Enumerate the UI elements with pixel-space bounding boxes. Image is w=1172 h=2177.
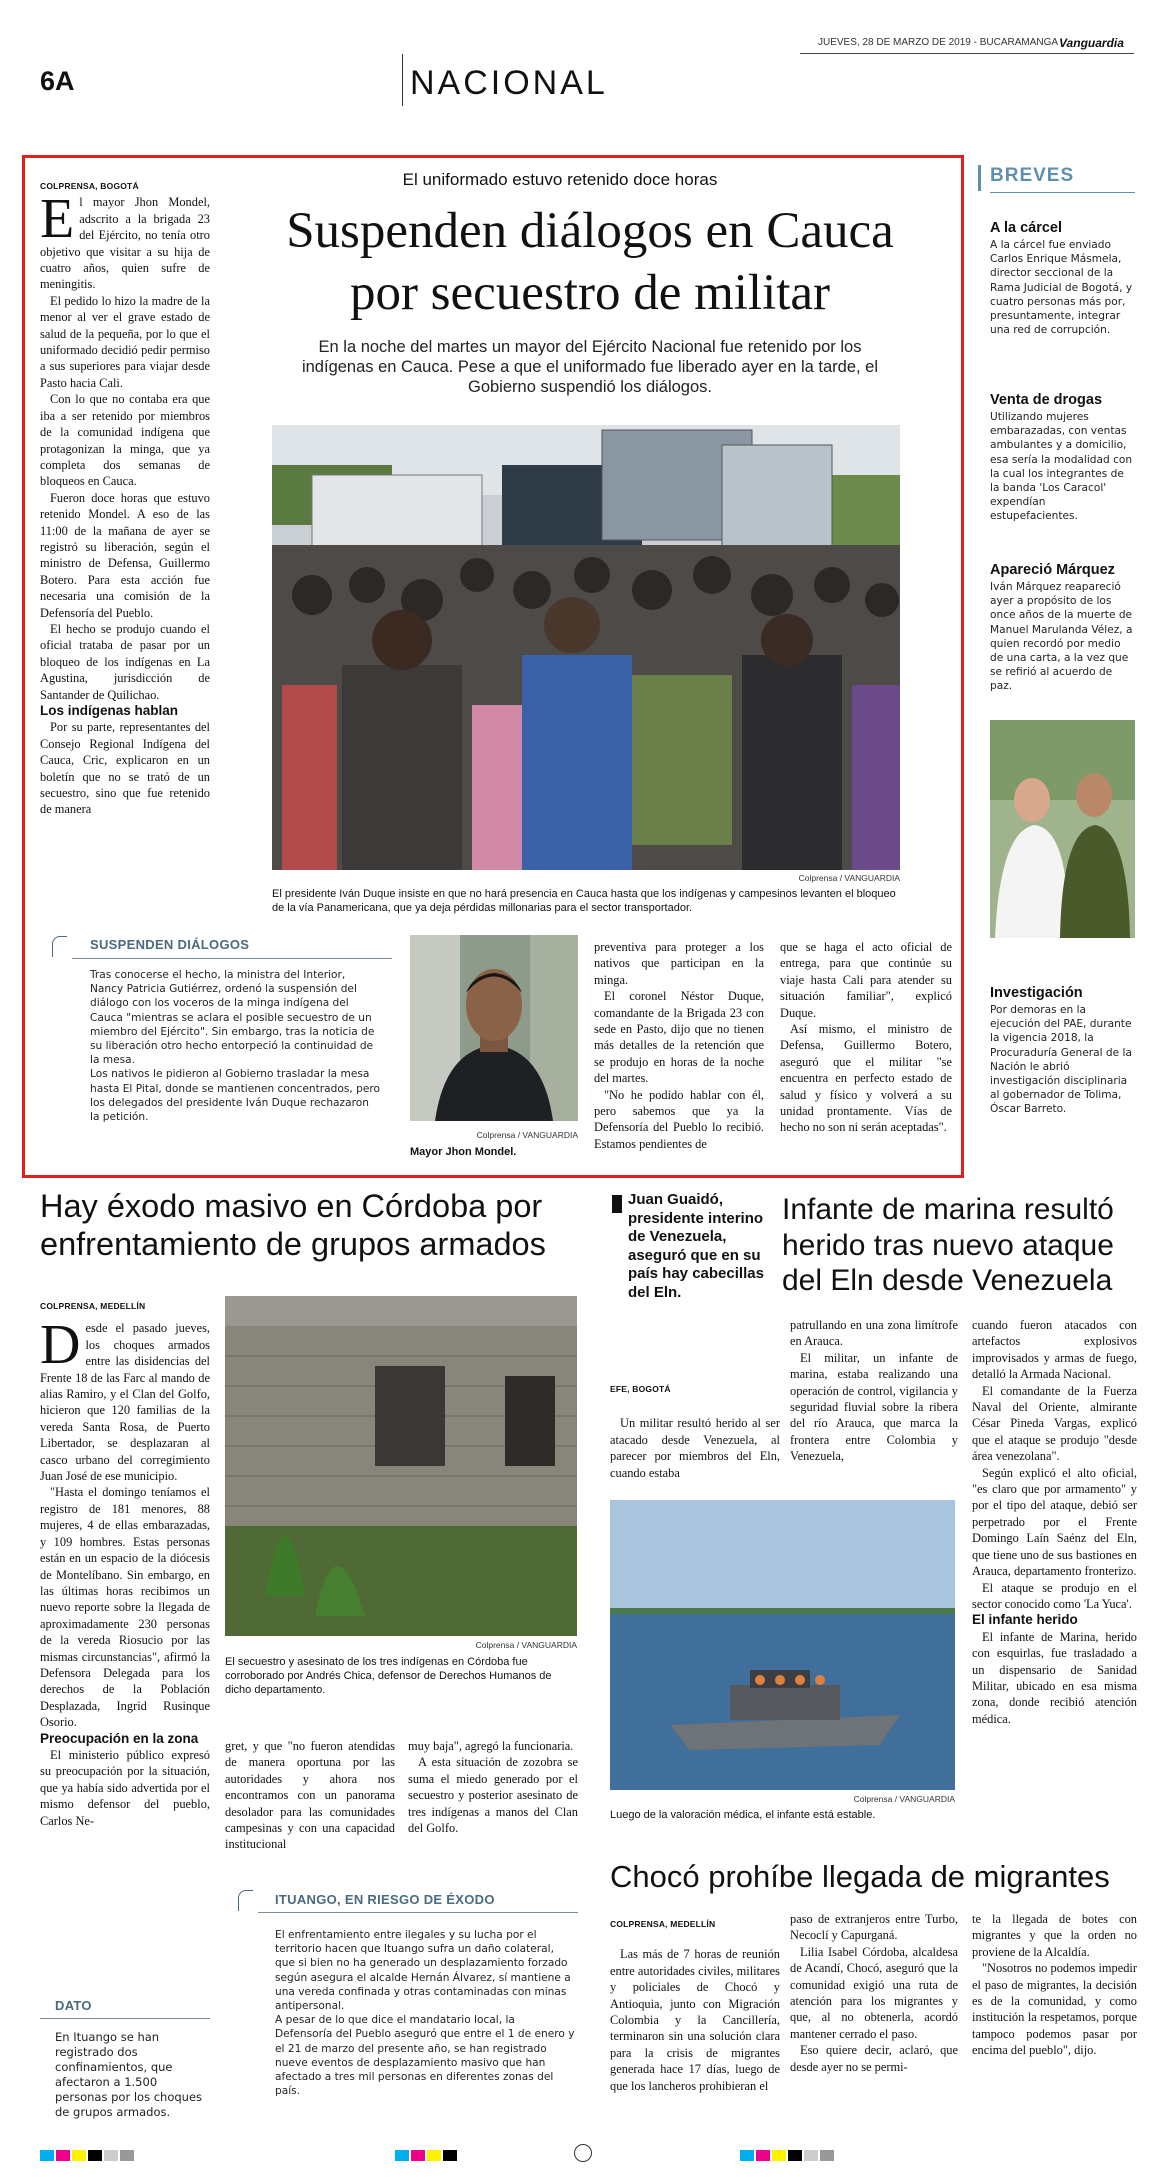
box-rule: [258, 1912, 578, 1913]
main-photo: [272, 425, 900, 870]
marina-column-3: [972, 1317, 1137, 1727]
dropcap: D: [40, 1314, 81, 1377]
paragraph: El comandante de la Fuerza Naval del Oriente, almirante César Pineda Vargas, explicó que el ataque se produjo "desde área venezolana".: [972, 1383, 1137, 1464]
kicker: El uniformado estuvo retenido doce horas: [402, 170, 718, 189]
breve-item: [990, 985, 1135, 1117]
breve-title: Venta de drogas: [990, 392, 1103, 408]
byline: EFE, BOGOTÁ: [610, 1384, 671, 1394]
dato-text: En Ituango se han registrado dos confinamientos, que afectaron a 1.500 personas por los choques de grupos armados.: [55, 2030, 203, 2119]
paragraph: muy baja", agregó la funcionaria.: [408, 1739, 574, 1753]
paragraph: l mayor Jhon Mondel, adscrito a la brigada 23 del Ejército, no tenía otro objetivo que visitar a su hija de cuatro años, quien sufre de meningitis.: [40, 195, 210, 292]
main-column-4: [780, 939, 952, 1136]
two-men-illustration: [990, 720, 1135, 938]
cordoba-headline: Hay éxodo masivo en Córdoba por enfrentamiento de grupos armados: [40, 1188, 546, 1262]
page-number: 6A: [40, 66, 75, 96]
main-column-3: [594, 939, 764, 1152]
paragraph: patrullando en una zona limítrofe en Arauca.: [790, 1318, 958, 1349]
box-bracket-icon: [238, 1890, 253, 1911]
byline: COLPRENSA, BOGOTÁ: [40, 181, 139, 191]
cordoba-column-2: [225, 1738, 395, 1853]
main-headline: [245, 200, 935, 324]
marina-column-1: [610, 1381, 780, 1481]
photo-caption: Luego de la valoración médica, el infante está estable.: [610, 1809, 876, 1821]
photo-caption: El secuestro y asesinato de los tres indígenas en Córdoba fue corroborado por Andrés Chica, defensor de Derechos Humanos de dicho departamento.: [225, 1656, 552, 1696]
dateline: JUEVES, 28 DE MARZO DE 2019 - BUCARAMANGA: [818, 37, 1059, 48]
paragraph: Las más de 7 horas de reunión entre autoridades civiles, militares y policiales de Chocó y Antioquia, junto con Migración Colombia y la Cancillería, terminaron sin una solución clara para la crisis de migrantes generada hace 17 días, luego de que los lancheros prohibieran el: [610, 1947, 780, 2093]
paragraph: Según explicó el alto oficial, "es claro que por armamento" y por el tipo del ataque, debió ser perpetrado por el Frente Domingo Laín Saénz del Eln, que tiene uno de sus bastiones en Arauca, departamento fronterizo.: [972, 1465, 1137, 1579]
subhead: El infante herido: [972, 1612, 1078, 1628]
paragraph: El militar, un infante de marina, estaba realizando una operación de control, vigilancia y seguridad fluvial sobre la ribera del río Arauca, que marca la frontera entre Colombia y Venezuela,: [790, 1350, 958, 1464]
color-registration-strip-center: [395, 2148, 459, 2166]
headline-line-1: Suspenden diálogos en Cauca: [286, 203, 894, 259]
boat-illustration: [610, 1500, 955, 1790]
paragraph: Fueron doce horas que estuvo retenido Mondel. A eso de las 11:00 de la mañana de ayer se registró su liberación, según el ministro de Defensa, Guillermo Botero. Para esta acción fue necesaria una comisión de la Defensoría del Pueblo.: [40, 490, 210, 620]
brand-logo: Vanguardia: [1059, 36, 1124, 50]
cordoba-left-column: [40, 1298, 210, 1829]
cordoba-column-3: [408, 1738, 578, 1836]
box-paragraph: A pesar de lo que dice el mandatario local, la Defensoría del Pueblo aseguró que entre el 1 de enero y el 21 de marzo del presente año, se han registrado nueve eventos de desplazamiento masivo que han afectado a tres mil personas en diferentes zonas del país.: [275, 2014, 575, 2098]
pull-quote: Juan Guaidó, presidente interino de Venezuela, aseguró que en su país hay cabecillas del Eln.: [628, 1191, 764, 1301]
breves-rule: [990, 192, 1135, 193]
marina-column-2: [790, 1317, 958, 1465]
photo-credit: Colprensa / VANGUARDIA: [798, 873, 900, 883]
paragraph: Un militar resultó herido al ser atacado desde Venezuela, al parecer por miembros del Eln, cuando estaba: [610, 1416, 780, 1480]
breve-text: Por demoras en la ejecución del PAE, durante la vigencia 2018, la Procuraduría General de la Nación le abrió investigación disciplinaria al gobernador de Tolima, Óscar Barreto.: [990, 1004, 1132, 1116]
paragraph: Por su parte, representantes del Consejo Regional Indígena del Cauca, Cric, explicaron en un boletín que no se trató de un secuestro, sino que fue retenido de manera: [40, 720, 210, 817]
paragraph: Eso quiere decir, aclaró, que desde ayer no se permi-: [790, 2043, 958, 2074]
subhead: Los indígenas hablan: [40, 703, 179, 718]
paragraph: preventiva para proteger a los nativos que participan en la minga.: [594, 940, 764, 987]
breve-title: A la cárcel: [990, 220, 1063, 236]
headline-line-2: por secuestro de militar: [349, 265, 831, 321]
choco-column-1: [610, 1916, 780, 2094]
header-rule: [800, 53, 1134, 54]
quote-marker: [612, 1195, 622, 1213]
photo-credit: Colprensa / VANGUARDIA: [853, 1794, 955, 1804]
paragraph: El pedido lo hizo la madre de la menor al ver el grave estado de salud de la pequeña, por lo que el uniformado decidió pedir permiso a sus superiores para viajar desde Pasto hacia Cali.: [40, 293, 210, 390]
dato-rule: [40, 2018, 210, 2019]
breve-item: [990, 562, 1135, 694]
breves-marker: [978, 165, 981, 191]
paragraph: "Nosotros no podemos impedir el paso de migrantes, la decisión es de la comunidad, y como institución la respetamos, porque tampoco podemos pasar por encima del pueblo", dijo.: [972, 1961, 1137, 2058]
box-paragraph: Tras conocerse el hecho, la ministra del Interior, Nancy Patricia Gutiérrez, ordenó la suspensión del diálogo con los voceros de la minga indígena del Cauca "mientras se aclara el posible secuestro de un miembro del Ejército". Sin embargo, tras la noticia de su liberación otro hecho entorpeció la continuidad de la mesa.: [90, 969, 375, 1067]
paragraph: esde el pasado jueves, los choques armados entre las disidencias del Frente 18 de las Farc al mando de alias Ramiro, y el Clan del Golfo, hicieron que 120 familias de la vereda Santa Rosa, de Puerto Libertador, se desplazaran al casco urbano del corregimiento Juan José de ese municipio.: [40, 1321, 210, 1484]
breve-photo: [990, 720, 1135, 938]
box-bracket-icon: [52, 936, 67, 957]
portrait-credit: Colprensa / VANGUARDIA: [476, 1130, 578, 1140]
subhead: Preocupación en la zona: [40, 1730, 199, 1746]
paragraph: cuando fueron atacados con artefactos explosivos improvisados y armas de fuego, detalló la Armada Nacional.: [972, 1318, 1137, 1382]
dato-title: DATO: [55, 1998, 92, 2013]
paragraph: "No he podido hablar con él, pero sabemos que ya la Defensoría del Pueblo lo recibió. Estamos pendientes de: [594, 1087, 764, 1151]
main-left-column: [40, 178, 210, 818]
paragraph: que se haga el acto oficial de entrega, para que continúe su viaje hasta Cali para atender su situación familiar", explicó Duque.: [780, 940, 952, 1020]
breve-item: [990, 392, 1135, 524]
portrait-photo: [410, 935, 578, 1121]
paragraph: El ministerio público expresó su preocupación por la situación, que ya había sido advertida por el mismo defensor del pueblo, Carlos Ne-: [40, 1747, 210, 1828]
paragraph: Lilia Isabel Córdoba, alcaldesa de Acandí, Chocó, aseguró que la comunidad exigió una ruta de atención para los migrantes y que, al no obtenerla, acordó mantener cerrado el paso.: [790, 1944, 958, 2041]
breve-text: A la cárcel fue enviado Carlos Enrique Másmela, director seccional de la Rama Judicial de Bogotá, y cuatro personas más por, presuntamente, integrar una red de corrupción.: [990, 239, 1133, 337]
box-paragraph: El enfrentamiento entre ilegales y su lucha por el territorio hacen que Ituango sufra un daño colateral, que si bien no ha generado un desplazamiento forzado según asegura el alcalde Hernán Álvarez, sí mantiene a una vereda confinada y otras contaminadas con minas antipersonal.: [275, 1929, 571, 2013]
breves-title: BREVES: [990, 165, 1075, 186]
paragraph: El infante de Marina, herido con esquirlas, fue trasladado a un dispensario de Sanidad Militar, ubicado en esa misma zona, donde recibió atención médica.: [972, 1629, 1137, 1726]
breve-title: Investigación: [990, 985, 1083, 1001]
registration-mark-icon: [574, 2144, 592, 2162]
paragraph: Así mismo, el ministro de Defensa, Guillermo Botero, aseguró que el militar "se encuentra en perfecto estado de salud y físico y volverá a su unidad prontamente. Vías de hecho no son ni serán aceptadas".: [780, 1022, 952, 1135]
box-body: [275, 1928, 575, 2098]
marina-headline: Infante de marina resultó herido tras nuevo ataque del Eln desde Venezuela: [782, 1193, 1114, 1297]
dropcap: E: [40, 188, 75, 251]
deck: En la noche del martes un mayor del Ejército Nacional fue retenido por los indígenas en Cauca. Pese a que el uniformado fue liberado ayer en la tarde, el Gobierno suspendió los diálogos.: [301, 338, 879, 396]
section-title: NACIONAL: [410, 64, 608, 102]
photo-caption: El presidente Iván Duque insiste en que no hará presencia en Cauca hasta que los indígenas y campesinos levanten el bloqueo de la vía Panamericana, que ya deja pérdidas millonarias para el sector transportador.: [272, 888, 896, 914]
choco-column-2: [790, 1911, 958, 2075]
breve-text: Utilizando mujeres embarazadas, con ventas ambulantes y a domicilio, esa sería la modalidad con la cual los integrantes de la banda 'Los Caracol' expendían estupefacientes.: [990, 411, 1133, 523]
color-registration-strip-left: [40, 2148, 136, 2166]
boat-photo: [610, 1500, 955, 1790]
choco-headline: Chocó prohíbe llegada de migrantes: [610, 1859, 1110, 1894]
paragraph: A esta situación de zozobra se suma el miedo generado por el secuestro y posterior asesinato de tres indígenas a manos del Clan del Golfo.: [408, 1755, 578, 1836]
breve-title: Apareció Márquez: [990, 562, 1115, 578]
paragraph: El coronel Néstor Duque, comandante de la Brigada 23 con sede en Pasto, dijo que no tienen más detalles de la retención que se produjo en horas de la noche del martes.: [594, 989, 764, 1086]
photo-credit: Colprensa / VANGUARDIA: [475, 1640, 577, 1650]
box-body: [90, 968, 380, 1124]
header-divider: [402, 54, 403, 106]
box-rule: [72, 958, 392, 959]
byline: COLPRENSA, MEDELLÍN: [40, 1301, 146, 1311]
cordoba-photo: [225, 1296, 577, 1636]
crowd-photo-illustration: [272, 425, 900, 870]
choco-column-3: [972, 1911, 1137, 2059]
paragraph: paso de extranjeros entre Turbo, Necoclí y Capurganá.: [790, 1912, 958, 1943]
color-registration-strip-right: [740, 2148, 836, 2166]
paragraph: El hecho se produjo cuando el oficial trataba de pasar por un bloqueo de los indígenas en La Agustina, jurisdicción de Santander de Quilichao.: [40, 621, 210, 702]
paragraph: El ataque se produjo en el sector conocido como 'La Yuca'.: [972, 1580, 1137, 1611]
breve-item: [990, 220, 1135, 337]
paragraph: Con lo que no contaba era que iba a ser retenido por miembros de la comunidad indígena que protagonizan la minga, que ya completa dos semanas de bloqueos en Cauca.: [40, 392, 210, 489]
paragraph: gret, y que "no fueron atendidas de manera oportuna por las autoridades y ahora nos encontramos con un panorama desolador para las comunidades campesinas y con una capacidad institucional: [225, 1739, 395, 1852]
box-paragraph: Los nativos le pidieron al Gobierno trasladar la mesa hasta El Pital, donde se mantienen concentrados, pero los delegados del presidente Iván Duque rechazaron la petición.: [90, 1068, 380, 1124]
portrait-illustration: [410, 935, 578, 1121]
ruins-illustration: [225, 1296, 577, 1636]
box-title: SUSPENDEN DIÁLOGOS: [90, 937, 250, 952]
paragraph: te la llegada de botes con migrantes y que la orden no proviene de la Alcaldía.: [972, 1912, 1137, 1959]
box-title: ITUANGO, EN RIESGO DE ÉXODO: [275, 1892, 495, 1907]
breve-text: Iván Márquez reapareció ayer a propósito de los once años de la muerte de Manuel Marulanda Vélez, a quien recordó por medio de una carta, a la vez que se refirió al acuerdo de paz.: [990, 581, 1133, 693]
paragraph: "Hasta el domingo teníamos el registro de 181 menores, 88 mujeres, 4 de ellas embarazadas, y 109 hombres. Estas personas están en un espacio de la diócesis de Montelíbano. Sin embargo, en las últimas horas recibimos un nuevo reporte sobre la llegada de aproximadamente 230 personas de la vereda Riosucio por las mismas circunstancias", afirmó la Defensora Delegada para los derechos de la Población Desplazada, Ingrid Rusinque Osorio.: [40, 1485, 210, 1730]
byline: COLPRENSA, MEDELLÍN: [610, 1919, 716, 1929]
portrait-caption: Mayor Jhon Mondel.: [410, 1146, 517, 1158]
